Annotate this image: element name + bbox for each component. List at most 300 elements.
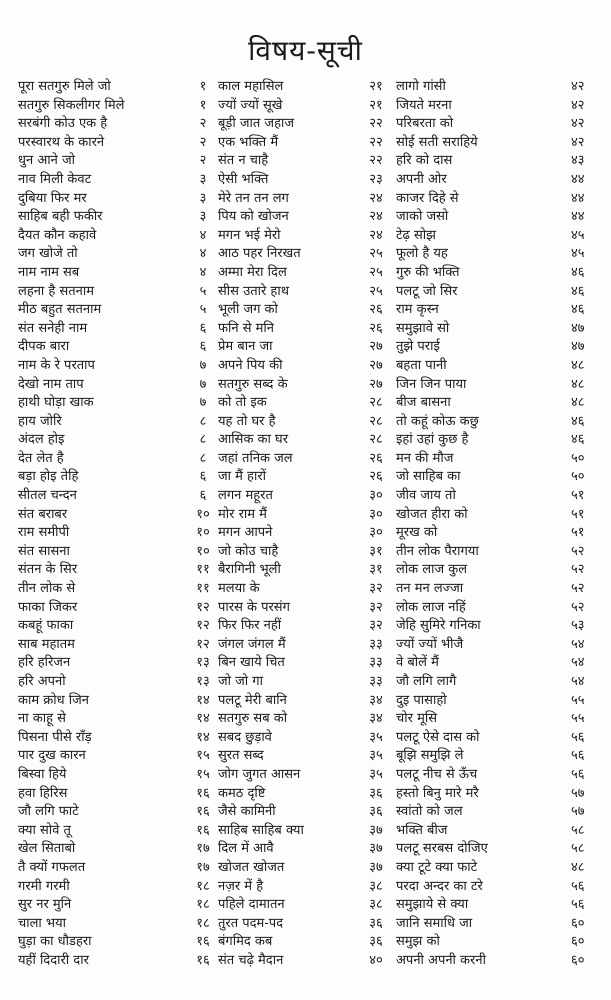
toc-entry-title: पलटू नीच से ऊँच <box>396 766 478 782</box>
toc-entry-title: संत न चाहै <box>218 153 269 169</box>
toc-entry-page: ४४ <box>571 171 585 187</box>
toc-entry-page: १८ <box>196 897 210 913</box>
toc-entry-title: तीन लोक से <box>18 581 76 597</box>
toc-entry-page: ३१ <box>369 543 383 559</box>
toc-entry-title: काल महासिल <box>218 79 284 94</box>
toc-entry-title: इहां उहां कुछ है <box>396 432 469 448</box>
toc-entry-page: ३ <box>199 190 207 206</box>
toc-entry-page: ५१ <box>571 506 585 522</box>
toc-entry-title: बड़ा होइ तेहि <box>18 469 79 485</box>
toc-entry-title: खोजत खोजत <box>218 859 285 875</box>
toc-entry-page: २२ <box>369 153 383 169</box>
toc-entry-page: ३५ <box>369 766 383 782</box>
toc-entry-title: सुरत सब्द <box>218 748 264 764</box>
toc-entry-page: ५० <box>571 450 585 466</box>
toc-entry-page: ५५ <box>571 711 585 727</box>
toc-row <box>18 450 603 469</box>
toc-row <box>18 431 603 450</box>
toc-row <box>18 692 603 711</box>
toc-entry-page: १२ <box>196 636 210 652</box>
toc-entry-title: सीस उतारे हाथ <box>218 283 290 299</box>
toc-entry-title: जंगल जंगल मैं <box>218 636 286 652</box>
toc-entry-title: काजर दिहे से <box>396 190 459 206</box>
toc-entry-page: ४६ <box>571 264 585 280</box>
toc-row <box>18 468 603 487</box>
toc-entry-page: ३६ <box>369 915 383 931</box>
toc-entry-page: ३२ <box>369 599 383 615</box>
toc-entry-title: बिस्वा हिये <box>18 766 67 782</box>
toc-row <box>18 710 603 729</box>
toc-entry-page: ५७ <box>571 804 585 820</box>
toc-entry-title: दीपक बारा <box>18 339 70 355</box>
toc-entry-title: तुरत पदम-पद <box>218 915 284 931</box>
toc-entry-title: पलटू मेरी बानि <box>218 692 287 708</box>
toc-entry-page: १६ <box>196 804 210 820</box>
toc-entry-page: ३३ <box>369 655 383 671</box>
toc-entry-page: ५६ <box>571 748 585 764</box>
toc-entry-title: आठ पहर निरखत <box>218 246 301 262</box>
toc-entry-title: पहिले दामातन <box>218 897 285 913</box>
toc-row <box>18 747 603 766</box>
toc-entry-title: जहां तनिक जल <box>218 450 293 466</box>
toc-entry-title: पार दुख कारन <box>18 748 86 764</box>
toc-entry-page: ५५ <box>571 692 585 708</box>
toc-entry-title: आसिक का घर <box>218 432 289 448</box>
toc-entry-page: ५८ <box>571 822 585 838</box>
toc-entry-title: बूझि समुझि ले <box>396 748 464 764</box>
toc-entry-title: धुन आने जो <box>18 153 75 169</box>
toc-entry-title: पलटू जो सिर <box>396 283 458 299</box>
toc-entry-title: साहिब साहिब क्या <box>218 822 304 838</box>
toc-row <box>18 506 603 525</box>
toc-entry-title: फिर फिर नहीं <box>218 618 282 634</box>
toc-entry-title: पारस के परसंग <box>218 599 290 615</box>
toc-entry-page: १० <box>196 506 210 522</box>
toc-entry-title: जा मैं हारों <box>218 469 267 485</box>
toc-entry-title: जेहि सुमिरे गनिका <box>396 618 481 634</box>
toc-entry-page: ५२ <box>571 562 585 578</box>
toc-entry-page: २५ <box>369 264 383 280</box>
toc-entry-page: १ <box>199 97 207 113</box>
toc-entry-page: ३३ <box>369 636 383 652</box>
toc-entry-title: मीठ बहुत सतनाम <box>18 302 102 318</box>
toc-entry-page: १५ <box>196 766 210 782</box>
toc-entry-title: फूलो है यह <box>396 246 448 262</box>
toc-entry-page: २४ <box>369 190 383 206</box>
toc-entry-page: ६ <box>199 488 207 504</box>
toc-entry-title: पलटू सरबस दोजिए <box>396 841 488 857</box>
toc-entry-page: ११ <box>196 581 210 597</box>
toc-entry-title: परदा अन्दर का टरे <box>396 878 483 894</box>
toc-entry-page: ३७ <box>369 841 383 857</box>
toc-entry-title: जानि समाधि जा <box>396 915 473 931</box>
toc-entry-page: ४६ <box>571 432 585 448</box>
toc-entry-title: बहता पानी <box>396 357 447 373</box>
toc-entry-page: २ <box>199 153 207 169</box>
toc-entry-page: ३० <box>369 488 383 504</box>
toc-entry-page: ६ <box>199 320 207 336</box>
toc-entry-page: ४२ <box>571 79 585 94</box>
toc-entry-title: समुझाये से क्या <box>396 897 469 913</box>
toc-entry-page: ५८ <box>571 841 585 857</box>
toc-entry-page: ५२ <box>571 543 585 559</box>
toc-entry-page: ५२ <box>571 581 585 597</box>
toc-entry-title: जोग जुगत आसन <box>218 766 301 782</box>
toc-entry-title: तो कहूं कोऊ कछु <box>396 413 479 429</box>
toc-entry-title: मन की मौज <box>396 450 454 466</box>
toc-entry-title: लगन महूरत <box>218 488 273 504</box>
toc-entry-title: साहिब बही फकीर <box>18 209 103 225</box>
toc-row <box>18 413 603 432</box>
toc-entry-page: ४२ <box>571 97 585 113</box>
toc-entry-page: ४८ <box>571 859 585 875</box>
toc-entry-page: ४२ <box>571 134 585 150</box>
toc-row <box>18 859 603 878</box>
toc-entry-title: क्या टूटे क्या फाटे <box>396 859 478 875</box>
toc-entry-page: ३७ <box>369 859 383 875</box>
toc-row <box>18 338 603 357</box>
toc-entry-page: ६ <box>199 469 207 485</box>
toc-row <box>18 320 603 339</box>
toc-row <box>18 617 603 636</box>
toc-row <box>18 543 603 562</box>
toc-row <box>18 673 603 692</box>
toc-entry-page: २२ <box>369 134 383 150</box>
toc-row <box>18 264 603 283</box>
toc-entry-title: चोर मूसि <box>396 711 438 727</box>
toc-entry-page: १६ <box>196 785 210 801</box>
toc-row <box>18 654 603 673</box>
toc-entry-page: ४६ <box>571 283 585 299</box>
toc-entry-page: ५२ <box>571 599 585 615</box>
toc-entry-page: २६ <box>369 320 383 336</box>
toc-row <box>18 245 603 264</box>
toc-entry-title: परस्वारथ के कारने <box>18 134 105 150</box>
toc-entry-page: ५६ <box>571 897 585 913</box>
toc-entry-title: ज्यों ज्यों सूखे <box>218 97 283 113</box>
toc-entry-page: ७ <box>199 376 207 392</box>
toc-entry-title: हरि अपनो <box>18 674 66 689</box>
toc-entry-title: खेल सिताबो <box>18 841 76 857</box>
toc-entry-page: २६ <box>369 302 383 318</box>
toc-entry-page: ४८ <box>571 376 585 392</box>
toc-row <box>18 729 603 748</box>
toc-entry-page: २४ <box>369 227 383 243</box>
toc-entry-page: ५४ <box>571 636 585 652</box>
toc-entry-page: २२ <box>369 116 383 132</box>
toc-entry-title: स्वांतो को जल <box>396 804 463 820</box>
toc-entry-page: १४ <box>196 711 210 727</box>
toc-entry-page: ४५ <box>571 246 585 262</box>
toc-entry-page: ३७ <box>369 822 383 838</box>
toc-entry-title: पूरा सतगुरु मिले जो <box>18 79 111 94</box>
toc-entry-title: अपने पिय की <box>218 357 283 373</box>
toc-entry-page: १२ <box>196 618 210 634</box>
toc-entry-title: जिन जिन पाया <box>396 376 467 392</box>
toc-entry-title: जौ लगि फाटे <box>18 804 79 820</box>
toc-entry-page: ३८ <box>369 878 383 894</box>
toc-entry-page: ३२ <box>369 618 383 634</box>
toc-entry-title: तुझे पराई <box>396 339 440 355</box>
toc-entry-page: ४७ <box>571 320 585 336</box>
toc-entry-title: फाका जिकर <box>18 599 78 615</box>
toc-entry-page: ५६ <box>571 878 585 894</box>
toc-entry-page: २ <box>199 134 207 150</box>
toc-entry-title: फनि से मनि <box>218 320 275 336</box>
toc-entry-title: जो कोउ चाहै <box>218 543 279 559</box>
toc-entry-title: सबद छुड़ावे <box>218 729 272 745</box>
toc-entry-title: हवा हिरिस <box>18 785 68 801</box>
toc-entry-page: १७ <box>196 841 210 857</box>
toc-entry-title: राम कृस्न <box>396 302 439 318</box>
toc-entry-page: ४ <box>199 227 207 243</box>
toc-entry-title: समुझ को <box>396 934 440 950</box>
toc-entry-title: नाव मिली केवट <box>18 171 92 187</box>
toc-entry-page: ३५ <box>369 729 383 745</box>
toc-entry-title: नाम नाम सब <box>18 264 80 280</box>
toc-entry-page: ४ <box>199 264 207 280</box>
toc-entry-page: ३६ <box>369 804 383 820</box>
table-of-contents <box>18 78 603 971</box>
toc-entry-page: ३ <box>199 209 207 225</box>
toc-entry-page: २१ <box>369 97 383 113</box>
toc-row <box>18 952 603 971</box>
toc-entry-page: ३४ <box>369 711 383 727</box>
toc-entry-page: ३३ <box>369 674 383 689</box>
toc-entry-page: १८ <box>196 878 210 894</box>
toc-entry-page: ५३ <box>571 618 585 634</box>
toc-entry-title: मोर राम मैं <box>218 506 267 522</box>
toc-entry-page: २ <box>199 116 207 132</box>
toc-entry-page: ३१ <box>369 562 383 578</box>
toc-row <box>18 878 603 897</box>
toc-entry-page: ४८ <box>571 395 585 411</box>
toc-entry-page: १६ <box>196 934 210 950</box>
toc-row <box>18 785 603 804</box>
toc-entry-page: २८ <box>369 432 383 448</box>
toc-row <box>18 915 603 934</box>
toc-row <box>18 190 603 209</box>
toc-entry-title: अपनी ओर <box>396 171 447 187</box>
toc-entry-title: देत लेत है <box>18 450 64 466</box>
toc-entry-title: जैसे कामिनी <box>218 804 276 820</box>
toc-entry-title: दैयत कौन कहावे <box>18 227 97 243</box>
toc-entry-title: पिय को खोजन <box>218 209 289 225</box>
toc-entry-page: ३६ <box>369 785 383 801</box>
toc-entry-page: २८ <box>369 395 383 411</box>
toc-entry-page: ११ <box>196 562 210 578</box>
toc-entry-page: १३ <box>196 655 210 671</box>
toc-row <box>18 134 603 153</box>
toc-entry-page: ४७ <box>571 339 585 355</box>
toc-entry-title: जीव जाय तो <box>396 488 456 504</box>
toc-entry-title: मगन आपने <box>218 525 273 541</box>
toc-entry-title: को तो इक <box>218 395 267 411</box>
toc-entry-title: संत चढ़े मैदान <box>218 952 284 968</box>
toc-entry-title: अम्मा मेरा दिल <box>218 264 287 280</box>
toc-entry-page: ४५ <box>571 227 585 243</box>
toc-entry-page: २३ <box>369 171 383 187</box>
toc-entry-title: परिबरता को <box>396 116 454 132</box>
toc-row <box>18 152 603 171</box>
toc-entry-title: भक्ति बीज <box>396 822 448 838</box>
toc-entry-title: अपनी अपनी करनी <box>396 952 486 968</box>
toc-entry-page: ७ <box>199 357 207 373</box>
toc-entry-title: तन मन लज्जा <box>396 581 464 597</box>
toc-entry-title: बंगमिद कब <box>218 934 273 950</box>
toc-entry-page: ३५ <box>369 748 383 764</box>
toc-entry-title: समुझावे सो <box>396 320 450 336</box>
toc-entry-title: लागो गांसी <box>396 79 446 94</box>
toc-entry-title: यहीं दिदारी दार <box>18 952 89 968</box>
toc-entry-page: ५१ <box>571 488 585 504</box>
toc-entry-title: हाय जोरि <box>18 413 62 429</box>
toc-entry-page: १४ <box>196 729 210 745</box>
toc-entry-page: २७ <box>369 357 383 373</box>
toc-entry-title: घुड़ा का धौडहरा <box>18 934 92 950</box>
toc-entry-title: संत बराबर <box>18 506 68 522</box>
toc-entry-page: २४ <box>369 209 383 225</box>
toc-entry-page: ५ <box>199 302 207 318</box>
toc-entry-title: पलटू ऐसे दास को <box>396 729 480 745</box>
toc-entry-title: दिल में आवै <box>218 841 274 857</box>
toc-entry-page: २१ <box>369 79 383 94</box>
toc-entry-page: २५ <box>369 283 383 299</box>
toc-entry-page: १३ <box>196 674 210 689</box>
toc-entry-page: १४ <box>196 692 210 708</box>
toc-entry-title: लहना है सतनाम <box>18 283 95 299</box>
toc-entry-page: ४२ <box>571 116 585 132</box>
toc-entry-title: जौ लगि लागै <box>396 674 457 689</box>
toc-entry-title: सुर नर मुनि <box>18 897 72 913</box>
toc-entry-page: ३२ <box>369 581 383 597</box>
toc-entry-title: कबहूं फाका <box>18 618 74 634</box>
toc-entry-title: हाथी घोड़ा खाक <box>18 395 94 411</box>
toc-entry-page: १८ <box>196 915 210 931</box>
toc-entry-page: ४४ <box>571 190 585 206</box>
toc-entry-page: ५१ <box>571 525 585 541</box>
toc-row <box>18 97 603 116</box>
toc-entry-page: ५४ <box>571 655 585 671</box>
toc-entry-title: बीज बासना <box>396 395 451 411</box>
toc-entry-title: सीतल चन्दन <box>18 488 77 504</box>
toc-entry-page: ४३ <box>571 153 585 169</box>
toc-entry-page: २७ <box>369 339 383 355</box>
toc-entry-title: चाला भया <box>18 915 66 931</box>
toc-entry-page: ४० <box>369 952 383 968</box>
toc-entry-title: लोक लाज कुल <box>396 562 468 578</box>
toc-row <box>18 283 603 302</box>
toc-entry-title: पिसना पीसे राँड़ <box>18 729 92 745</box>
page-title: विषय-सूची <box>248 34 363 67</box>
toc-entry-title: खोजत हीरा को <box>396 506 468 522</box>
toc-entry-page: ५ <box>199 283 207 299</box>
toc-entry-title: नज़र में है <box>218 878 264 894</box>
toc-entry-title: मेरे तन तन लग <box>218 190 289 206</box>
toc-entry-title: दुइ पासाहो <box>396 692 447 708</box>
toc-row <box>18 357 603 376</box>
toc-entry-title: साब महातम <box>18 636 75 652</box>
toc-entry-title: मूरख को <box>396 525 438 541</box>
toc-row <box>18 803 603 822</box>
toc-row <box>18 171 603 190</box>
toc-entry-title: दुबिया फिर मर <box>18 190 87 206</box>
toc-entry-title: सोई सती सराहिये <box>396 134 478 150</box>
toc-entry-page: १५ <box>196 748 210 764</box>
toc-row <box>18 580 603 599</box>
toc-row <box>18 487 603 506</box>
toc-entry-page: ३६ <box>369 934 383 950</box>
toc-entry-page: ५६ <box>571 729 585 745</box>
toc-entry-title: सतगुरु सिकलीगर मिले <box>18 97 125 113</box>
toc-entry-page: ३ <box>199 171 207 187</box>
toc-entry-page: ५६ <box>571 766 585 782</box>
toc-entry-title: भूली जग को <box>218 302 278 318</box>
toc-row <box>18 524 603 543</box>
toc-entry-title: तीन लोक पैरागया <box>396 543 479 559</box>
toc-row <box>18 933 603 952</box>
toc-entry-page: ४ <box>199 246 207 262</box>
toc-entry-title: नाम के रे परताप <box>18 357 95 373</box>
toc-entry-title: वे बोलें मैं <box>396 655 439 671</box>
toc-entry-page: ३० <box>369 525 383 541</box>
toc-row <box>18 78 603 97</box>
toc-entry-page: २६ <box>369 450 383 466</box>
toc-row <box>18 636 603 655</box>
toc-entry-title: यह तो घर है <box>218 413 276 429</box>
toc-entry-title: तै क्यों गफलत <box>18 859 86 875</box>
toc-entry-page: ७ <box>199 395 207 411</box>
toc-entry-title: कमठ दृष्टि <box>218 785 266 801</box>
toc-entry-title: जियते मरना <box>396 97 452 113</box>
toc-entry-title: हस्तो बिनु मारे मरै <box>396 785 479 801</box>
toc-entry-title: देखो नाम ताप <box>18 376 84 392</box>
toc-entry-page: ३८ <box>369 897 383 913</box>
toc-entry-title: मगन भई मेरो <box>218 227 281 243</box>
toc-entry-page: ४६ <box>571 302 585 318</box>
toc-row <box>18 376 603 395</box>
toc-row <box>18 227 603 246</box>
toc-entry-page: २५ <box>369 246 383 262</box>
toc-entry-title: सतगुरु सब्द के <box>218 376 288 392</box>
toc-entry-page: २६ <box>369 469 383 485</box>
toc-row <box>18 208 603 227</box>
toc-entry-title: अंदल होइ <box>18 432 65 448</box>
toc-entry-title: राम समीपी <box>18 525 70 541</box>
toc-entry-page: ४६ <box>571 413 585 429</box>
toc-entry-title: बिन खाये चित <box>218 655 285 671</box>
toc-row <box>18 896 603 915</box>
toc-entry-page: ६० <box>571 915 585 931</box>
toc-entry-title: काम क्रोध जिन <box>18 692 89 708</box>
toc-entry-page: २७ <box>369 376 383 392</box>
toc-entry-page: ४८ <box>571 357 585 373</box>
toc-entry-title: जो जो गा <box>218 674 263 689</box>
toc-entry-page: २८ <box>369 413 383 429</box>
toc-entry-page: ६० <box>571 952 585 968</box>
toc-entry-title: संत सनेही नाम <box>18 320 88 336</box>
toc-entry-page: ८ <box>199 432 207 448</box>
toc-entry-page: १६ <box>196 952 210 968</box>
toc-entry-title: संतन के सिर <box>18 562 78 578</box>
toc-entry-title: लोक लाज नहिं <box>396 599 466 615</box>
toc-entry-title: ज्यों ज्यों भीजै <box>396 636 464 652</box>
toc-entry-title: जो साहिब का <box>396 469 461 485</box>
toc-row <box>18 822 603 841</box>
toc-entry-page: १२ <box>196 599 210 615</box>
toc-entry-page: १६ <box>196 822 210 838</box>
toc-entry-title: जग खोजे तो <box>18 246 78 262</box>
